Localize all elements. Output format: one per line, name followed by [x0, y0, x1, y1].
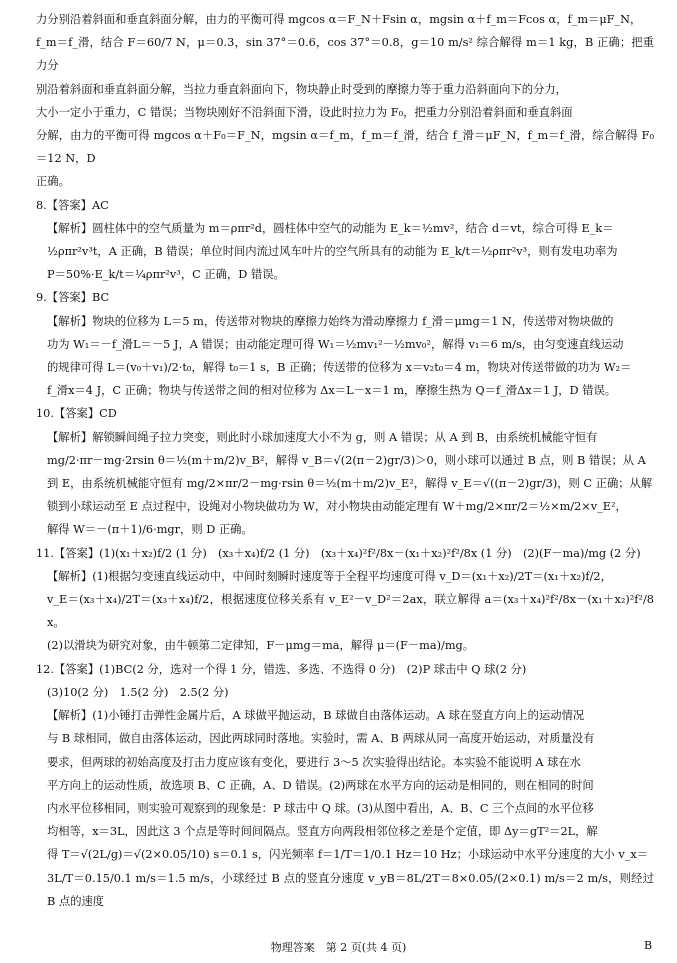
text-line: 要求，但两球的初始高度及打击力度应该有变化，要进行 3～5 次实验得出结论。本实验不能说明 A 球在水: [47, 755, 581, 769]
text-line: 的规律可得 L＝(v₀＋v₁)/2·t₀，解得 t₀＝1 s，B 正确；传送带的位移为 x＝v₂t₀＝4 m，物块对传送带做的功为 W₂＝: [47, 361, 632, 375]
text-line: 得 T＝√(2L/g)＝√(2×0.05/10) s＝0.1 s，闪光频率 f＝1/T＝1/0.1 Hz＝10 Hz；小球运动中水平分速度的大小 v_x＝: [47, 848, 649, 862]
text-line: v_E＝(x₃＋x₄)/2T＝(x₃＋x₄)f/2，根据速度位移关系有 v_E²－v_D²＝2ax，联立解得 a＝(x₃＋x₄)²f²/8x－(x₁＋x₂)²f²/8x。: [47, 593, 654, 630]
text-line: 大小一定小于重力，C 错误；当物块刚好不沿斜面下滑，设此时拉力为 F₀，把重力分别沿着斜面和垂直斜面: [36, 105, 573, 119]
text-line: 12.【答案】(1)BC(2 分，选对一个得 1 分，错选、多选、不选得 0 分) (2)P 球击中 Q 球(2 分): [36, 662, 527, 676]
text-line: 功为 W₁＝－f_滑L＝－5 J，A 错误；由动能定理可得 W₁＝½mv₁²－½mv₀²，解得 v₁＝6 m/s，由匀变速直线运动: [47, 337, 624, 351]
text-line: 分解，由力的平衡可得 mgcos α＋F₀＝F_N，mgsin α＝f_m，f_m＝f_滑，结合 f_滑＝μF_N，f_m＝f_滑，综合解得 F₀＝12 N，D: [36, 129, 654, 166]
text-line: 解得 W＝－(π＋1)/6·mgr，则 D 正确。: [47, 523, 253, 537]
text-line: 10.【答案】CD: [36, 407, 117, 421]
text-line: 11.【答案】(1)(x₁＋x₂)f/2 (1 分) (x₃＋x₄)f/2 (1 分) (x₃＋x₄)²f²/8x－(x₁＋x₂)²f²/8x (1 分) (2)(F－ma)/mg (2 分): [36, 546, 641, 560]
text-line: 9.【答案】BC: [36, 291, 110, 305]
text-line: mg/2·πr－mg·2rsin θ＝½(m＋m/2)v_B²，解得 v_B＝√(2(π－2)gr/3)＞0，则小球可以通过 B 点，则 B 错误；从 A: [47, 453, 646, 467]
text-line: 均相等，x＝3L，因此这 3 个点是等时间间隔点。竖直方向两段相邻位移之差是个定值，即 Δy＝gT²＝2L，解: [47, 825, 598, 839]
text-line: 力分别沿着斜面和垂直斜面分解，由力的平衡可得 mgcos α＝F_N＋Fsin α，mgsin α＋f_m＝Fcos α，f_m＝μF_N，: [36, 13, 642, 26]
text-line: 【解析】圆柱体中的空气质量为 m＝ρπr²d，圆柱体中空气的动能为 E_k＝½mv²，结合 d＝vt，综合可得 E_k＝: [47, 221, 614, 235]
text-line: 别沿着斜面和垂直斜面分解，当拉力垂直斜面向下，物块静止时受到的摩擦力等于重力沿斜面向下的分力，: [36, 82, 567, 96]
text-line: 8.【答案】AC: [36, 198, 109, 212]
text-line: 【解析】物块的位移为 L＝5 m，传送带对物块的摩擦力始终为滑动摩擦力 f_滑＝μmg＝1 N，传送带对物块做的: [47, 314, 614, 328]
text-line: 【解析】(1)根据匀变速直线运动中，中间时刻瞬时速度等于全程平均速度可得 v_D＝(x₁＋x₂)/2T＝(x₁＋x₂)f/2，: [47, 569, 612, 583]
text-line: (2)以滑块为研究对象，由牛顿第二定律知，F－μmg＝ma，解得 μ＝(F－ma)/mg。: [47, 639, 475, 653]
text-line: (3)10(2 分) 1.5(2 分) 2.5(2 分): [47, 685, 229, 699]
text-line: 平方向上的运动性质，故选项 B、C 正确，A、D 错误。(2)两球在水平方向的运动是相同的，则在相同的时间: [47, 778, 594, 792]
text-line: 【解析】解锁瞬间绳子拉力突变，则此时小球加速度大小不为 g，则 A 错误；从 A 到 B，由系统机械能守恒有: [47, 430, 598, 444]
text-line: 锁到小球运动至 E 点过程中，设绳对小物块做功为 W，对小物块由动能定理有 W＋mg/2×πr/2＝½×m/2×v_E²，: [47, 500, 627, 514]
text-line: 内水平位移相同，则实验可观察到的现象是：P 球击中 Q 球。(3)从图中看出，A、B、C 三个点间的水平位移: [47, 801, 594, 815]
answer-text-body: [36, 8, 654, 913]
page-footer: 物理答案 第 2 页(共 4 页): [270, 941, 407, 954]
text-line: 与 B 球相同，做自由落体运动，因此两球同时落地。实验时，需 A、B 两球从同一高度开始运动，对质量没有: [47, 732, 595, 746]
text-line: f_滑x＝4 J，C 正确；物块与传送带之间的相对位移为 Δx＝L－x＝1 m，摩擦生热为 Q＝f_滑Δx＝1 J，D 错误。: [47, 384, 617, 398]
text-line: 3L/T＝0.15/0.1 m/s＝1.5 m/s，小球经过 B 点的竖直分速度 v_yB＝8L/2T＝8×0.05/(2×0.1) m/s＝2 m/s，则经过 B 点的速度: [47, 871, 654, 908]
text-line: 【解析】(1)小锤打击弹性金属片后，A 球做平抛运动，B 球做自由落体运动。A 球在竖直方向上的运动情况: [47, 709, 585, 723]
text-line: P＝50%·E_k/t＝¼ρπr²v³，C 正确，D 错误。: [47, 268, 285, 282]
text-line: 正确。: [36, 175, 70, 189]
text-line: f_m＝f_滑，结合 F＝60/7 N，μ＝0.3，sin 37°＝0.6，cos 37°＝0.8，g＝10 m/s² 综合解得 m＝1 kg，B 正确；把重力分: [36, 36, 654, 73]
text-line: 到 E，由系统机械能守恒有 mg/2×πr/2－mg·rsin θ＝½(m＋m/2)v_E²，解得 v_E＝√((π－2)gr/3)，则 C 正确；从解: [47, 477, 653, 491]
text-line: ½ρπr²v³t，A 正确，B 错误；单位时间内流过风车叶片的空气所具有的动能为 E_k/t＝½ρπr²v³，则有发电功率为: [47, 245, 618, 259]
paper-version-label: B: [644, 939, 653, 952]
